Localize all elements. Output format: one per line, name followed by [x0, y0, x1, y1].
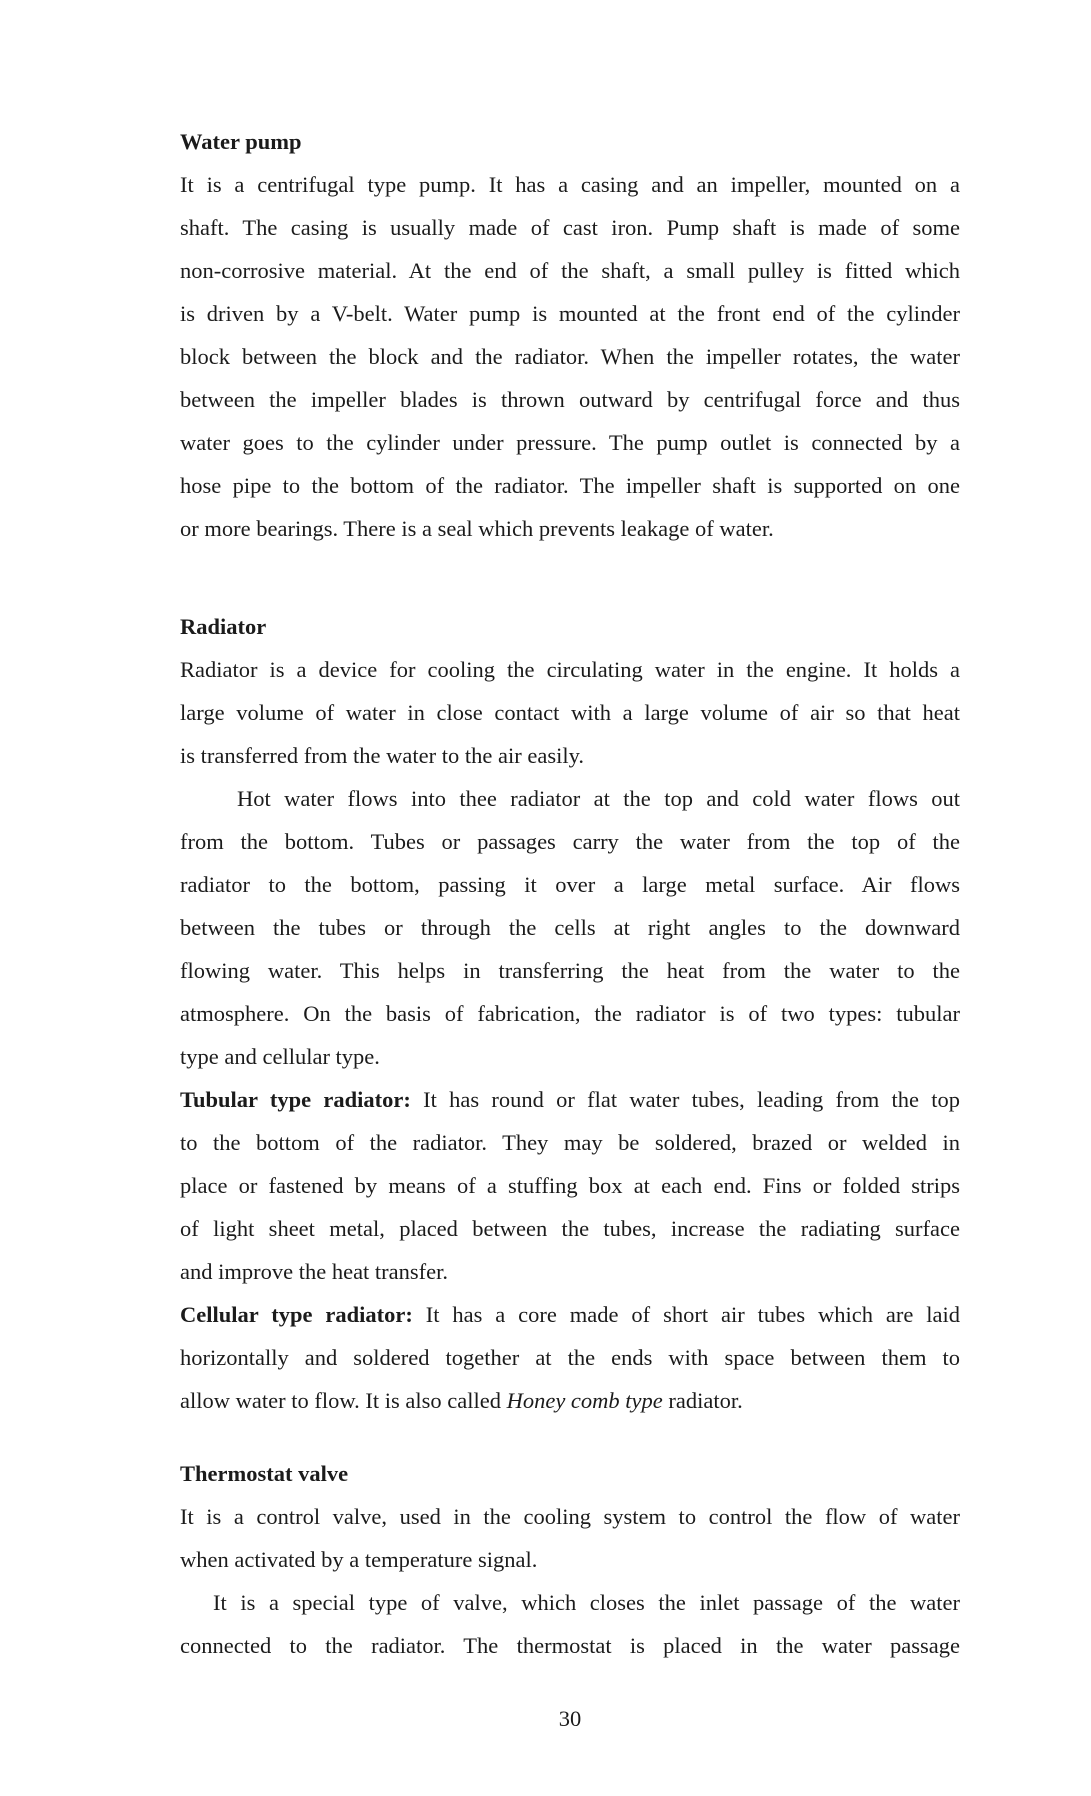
text-line: It is a centrifugal type pump. It has a casing and an impeller, mounted on a	[180, 172, 960, 197]
text-line: atmosphere. On the basis of fabrication, the radiator is of two types: tubular	[180, 1001, 960, 1026]
text-line: water goes to the cylinder under pressure. The pump outlet is connected by a	[180, 430, 960, 455]
text-line: when activated by a temperature signal.	[180, 1547, 538, 1572]
text-line: from the bottom. Tubes or passages carry the water from the top of the	[180, 829, 960, 854]
text-line: or more bearings. There is a seal which prevents leakage of water.	[180, 516, 774, 541]
section-heading-thermostat-valve: Thermostat valve	[180, 1461, 349, 1486]
text-line: Hot water flows into thee radiator at the top and cold water flows out	[237, 786, 960, 811]
text-line: type and cellular type.	[180, 1044, 380, 1069]
text-line	[180, 1379, 960, 1422]
section-heading-water-pump: Water pump	[180, 129, 302, 154]
text-line	[180, 1293, 960, 1336]
text-line: flowing water. This helps in transferring the heat from the water to the	[180, 958, 960, 983]
tubular-type-label: Tubular type radiator:	[180, 1087, 411, 1112]
honey-comb-type-term: Honey comb type	[506, 1388, 663, 1413]
section-gap	[180, 1422, 960, 1452]
text-line: between the tubes or through the cells at right angles to the downward	[180, 915, 960, 940]
cellular-type-label: Cellular type radiator:	[180, 1302, 413, 1327]
text-run: It has a core made of short air tubes which are laid	[412, 1302, 960, 1327]
text-line: large volume of water in close contact with a large volume of air so that heat	[180, 700, 960, 725]
text-run: allow water to flow. It is also called	[180, 1388, 507, 1413]
text-run: It has round or flat water tubes, leading from the top	[410, 1087, 961, 1112]
text-line: shaft. The casing is usually made of cast iron. Pump shaft is made of some	[180, 215, 960, 240]
text-line: radiator to the bottom, passing it over a large metal surface. Air flows	[180, 872, 960, 897]
text-line: Radiator is a device for cooling the circulating water in the engine. It holds a	[180, 657, 960, 682]
text-line	[180, 1078, 960, 1121]
section-heading-radiator: Radiator	[180, 614, 267, 639]
page-number: 30	[558, 1706, 582, 1731]
text-line: horizontally and soldered together at the ends with space between them to	[180, 1345, 960, 1370]
text-line: of light sheet metal, placed between the tubes, increase the radiating surface	[180, 1216, 960, 1241]
text-run: radiator.	[662, 1388, 743, 1413]
text-line: is transferred from the water to the air easily.	[180, 743, 585, 768]
text-line: and improve the heat transfer.	[180, 1259, 449, 1284]
text-line: It is a special type of valve, which closes the inlet passage of the water	[213, 1590, 960, 1615]
section-gap	[180, 550, 960, 605]
text-line: hose pipe to the bottom of the radiator. The impeller shaft is supported on one	[180, 473, 960, 498]
text-line: is driven by a V-belt. Water pump is mounted at the front end of the cylinder	[180, 301, 960, 326]
text-line: It is a control valve, used in the cooling system to control the flow of water	[180, 1504, 960, 1529]
text-line: to the bottom of the radiator. They may be soldered, brazed or welded in	[180, 1130, 960, 1155]
text-line: between the impeller blades is thrown outward by centrifugal force and thus	[180, 387, 960, 412]
text-line: non-corrosive material. At the end of the shaft, a small pulley is fitted which	[180, 258, 960, 283]
text-line: connected to the radiator. The thermostat is placed in the water passage	[180, 1633, 960, 1658]
text-line: place or fastened by means of a stuffing box at each end. Fins or folded strips	[180, 1173, 960, 1198]
text-line: block between the block and the radiator. When the impeller rotates, the water	[180, 344, 960, 369]
page-footer	[180, 1697, 960, 1740]
